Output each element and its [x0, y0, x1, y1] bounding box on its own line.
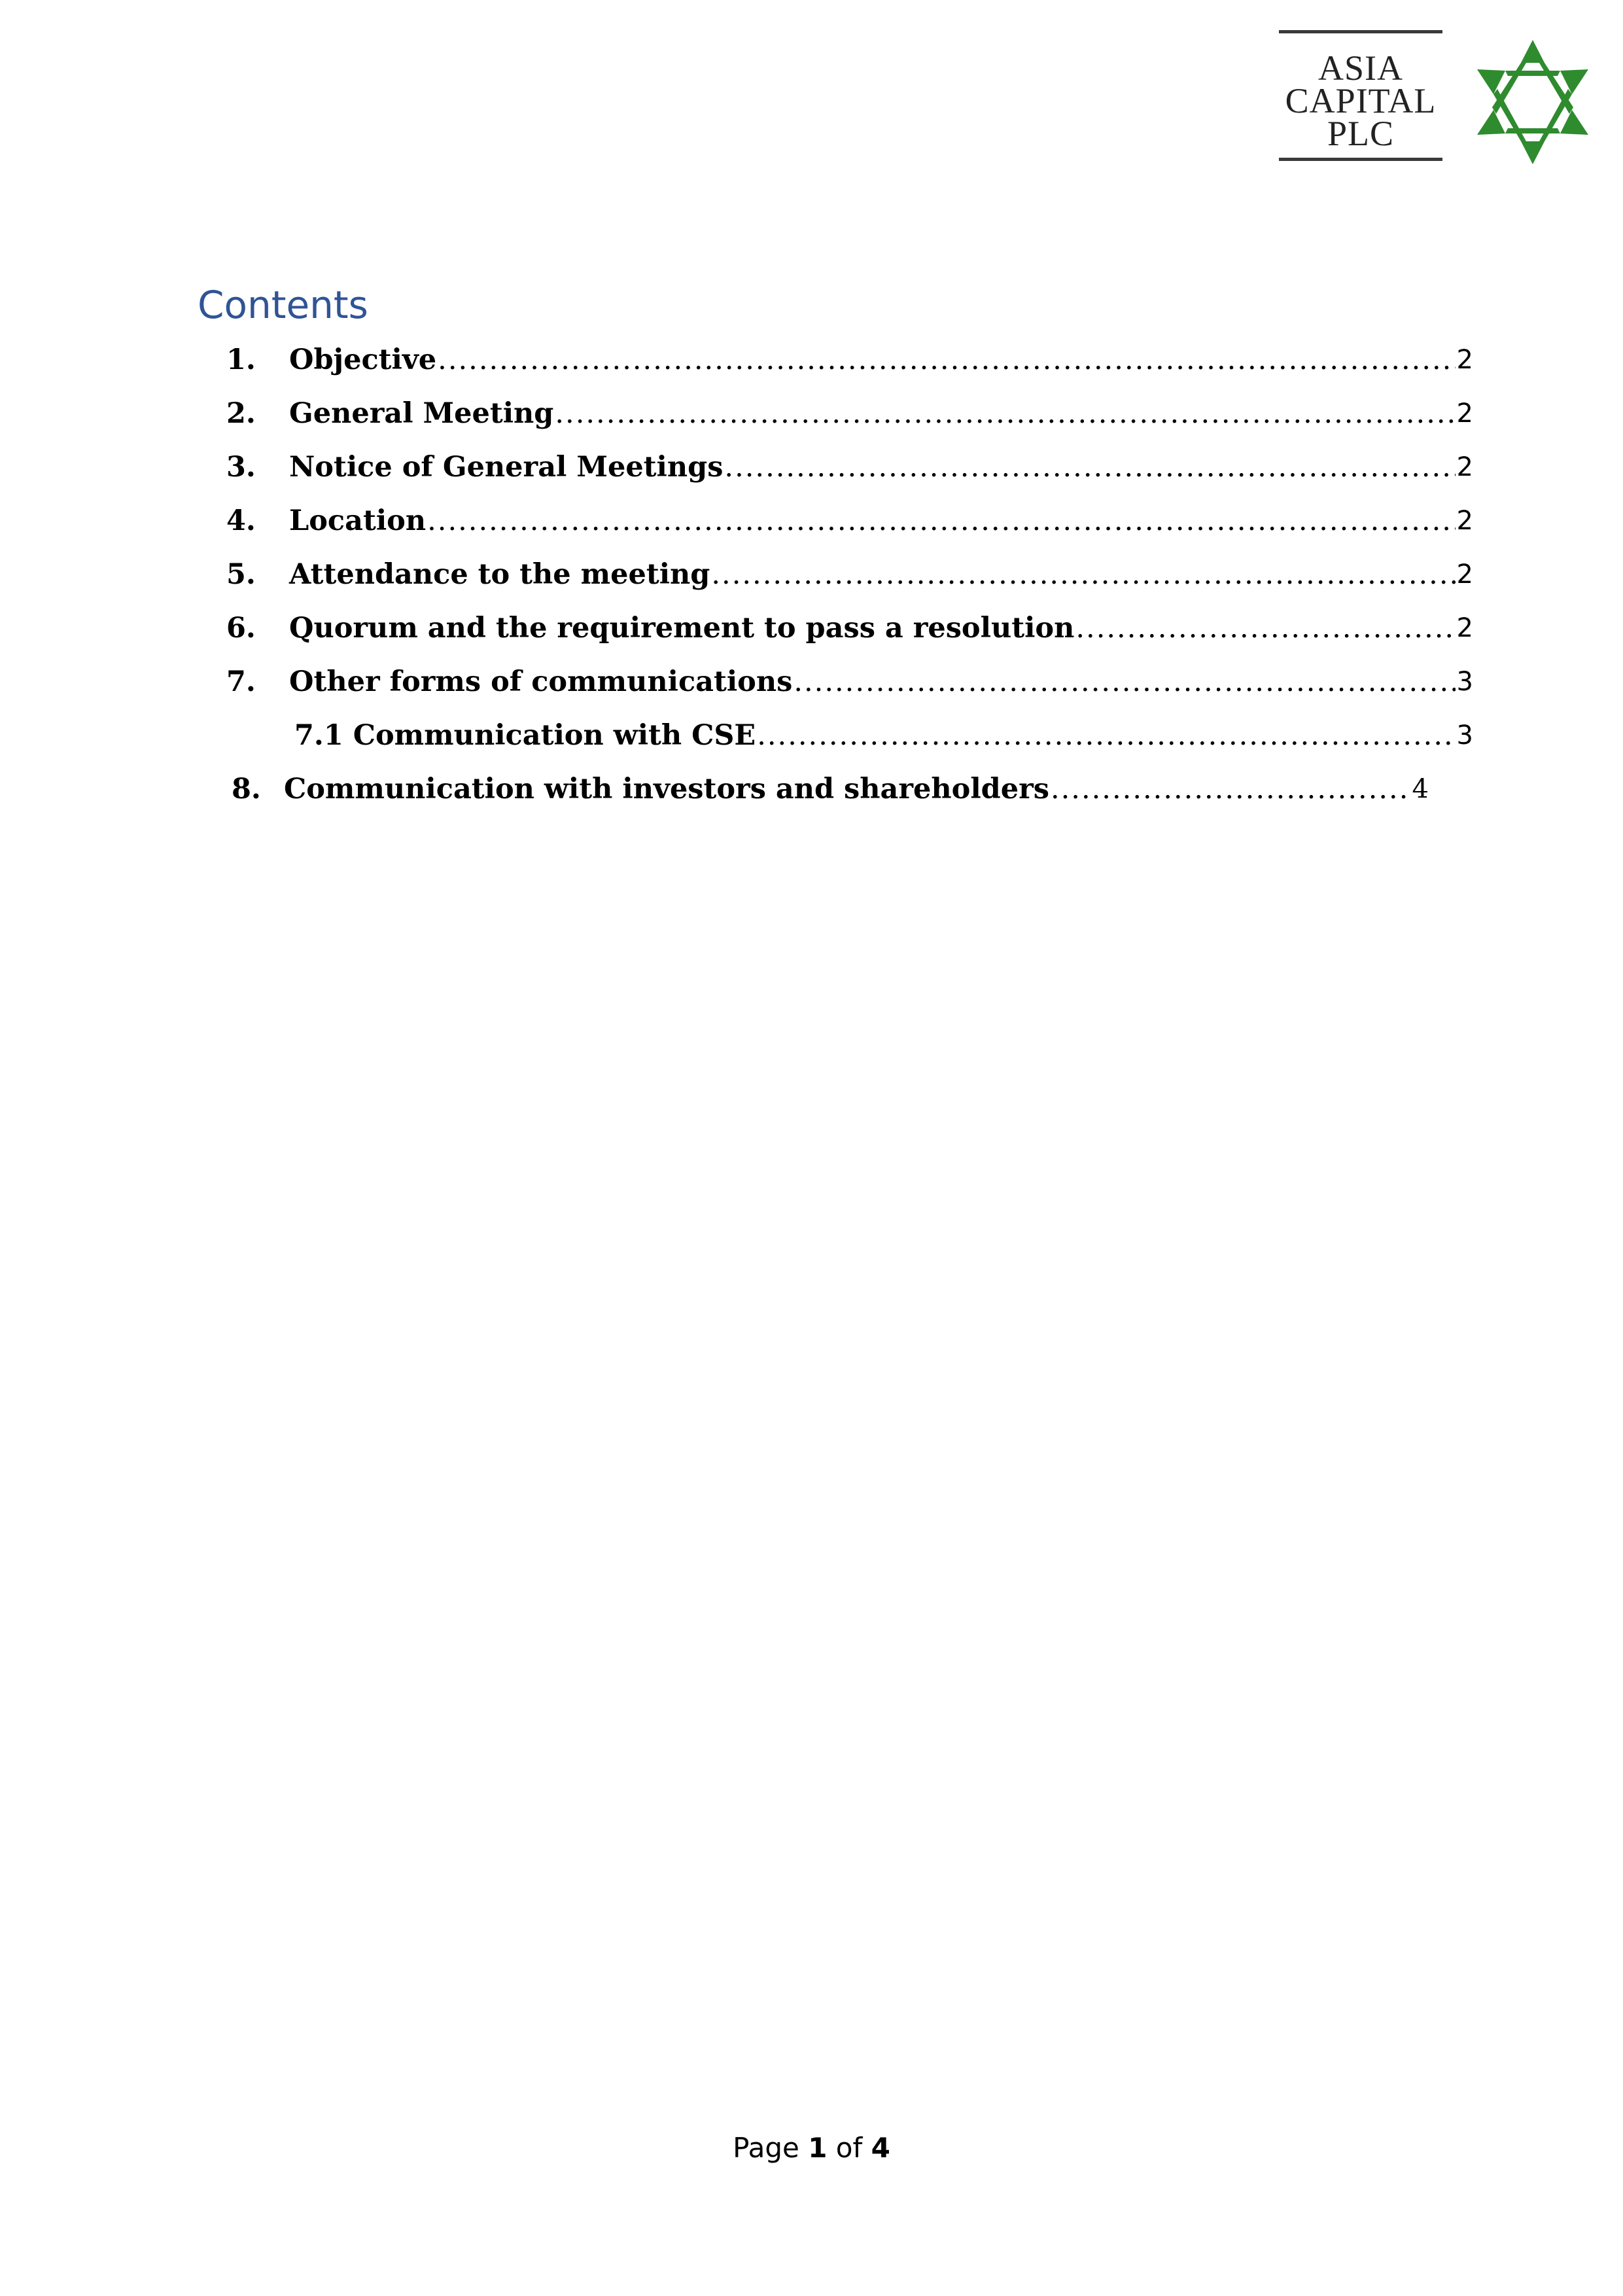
toc-entry-page: 4 [1412, 774, 1429, 804]
toc-dot-leader [1051, 769, 1411, 809]
toc-entry-label: General Meeting [289, 397, 554, 430]
toc-dot-leader [1075, 609, 1455, 648]
toc-entry-page: 2 [1456, 613, 1473, 643]
toc-dot-leader [711, 555, 1455, 594]
toc-dot-leader [757, 716, 1455, 755]
toc-entry[interactable] [226, 495, 1473, 540]
toc-entry-label: Attendance to the meeting [289, 558, 710, 591]
toc-entry[interactable] [226, 441, 1473, 487]
toc-entry-label: Communication with investors and shareholders [284, 773, 1049, 805]
toc-entry[interactable] [226, 334, 1473, 380]
logo-line-2: CAPITAL [1285, 81, 1437, 120]
toc-entry-label: Quorum and the requirement to pass a resolution [289, 612, 1075, 645]
toc-entry-number: 4. [226, 504, 256, 537]
toc-subentry[interactable] [294, 709, 1473, 755]
page-footer [0, 2132, 1623, 2164]
toc-entry-label: Other forms of communications [289, 665, 793, 698]
toc-dot-leader [427, 501, 1455, 540]
toc-entry-label: Location [289, 504, 427, 537]
footer-total-pages: 4 [871, 2132, 890, 2164]
footer-current-page: 1 [808, 2132, 828, 2164]
toc-entry[interactable] [226, 387, 1473, 433]
toc-entry-number: 2. [226, 397, 256, 430]
toc-entry-page: 3 [1456, 720, 1473, 751]
toc-entry[interactable] [232, 763, 1429, 809]
green-star-icon [1474, 37, 1592, 168]
toc-dot-leader [438, 340, 1455, 380]
toc-entry-number: 8. [232, 773, 261, 805]
toc-entry-page: 2 [1456, 452, 1473, 482]
toc-dot-leader [555, 394, 1455, 433]
toc-entry-number: 5. [226, 558, 256, 591]
toc-dot-leader [794, 662, 1455, 701]
toc-entry-number: 6. [226, 612, 256, 645]
toc-entry-label: Notice of General Meetings [289, 451, 724, 484]
toc-entry[interactable] [226, 548, 1473, 594]
toc-entry-number: 3. [226, 451, 256, 484]
toc-entry-label: Objective [289, 344, 437, 376]
logo-line-1: ASIA [1318, 48, 1403, 88]
toc-entry-label: 7.1 Communication with CSE [294, 719, 756, 752]
contents-heading: Contents [198, 283, 368, 327]
footer-of: of [835, 2132, 863, 2164]
toc-entry-page: 2 [1456, 345, 1473, 375]
toc-entry-number: 1. [226, 344, 256, 376]
logo-line-3: PLC [1327, 114, 1395, 153]
toc-entry-page: 2 [1456, 559, 1473, 590]
toc-entry-page: 2 [1456, 506, 1473, 536]
toc-dot-leader [724, 448, 1455, 487]
logo-text-box [1279, 30, 1442, 161]
toc-entry-number: 7. [226, 665, 256, 698]
footer-page-prefix: Page [733, 2132, 799, 2164]
toc-entry[interactable] [226, 656, 1473, 701]
company-logo [1279, 30, 1586, 168]
toc-entry-page: 3 [1456, 667, 1473, 697]
toc-entry-page: 2 [1456, 398, 1473, 429]
toc-entry[interactable] [226, 602, 1473, 648]
